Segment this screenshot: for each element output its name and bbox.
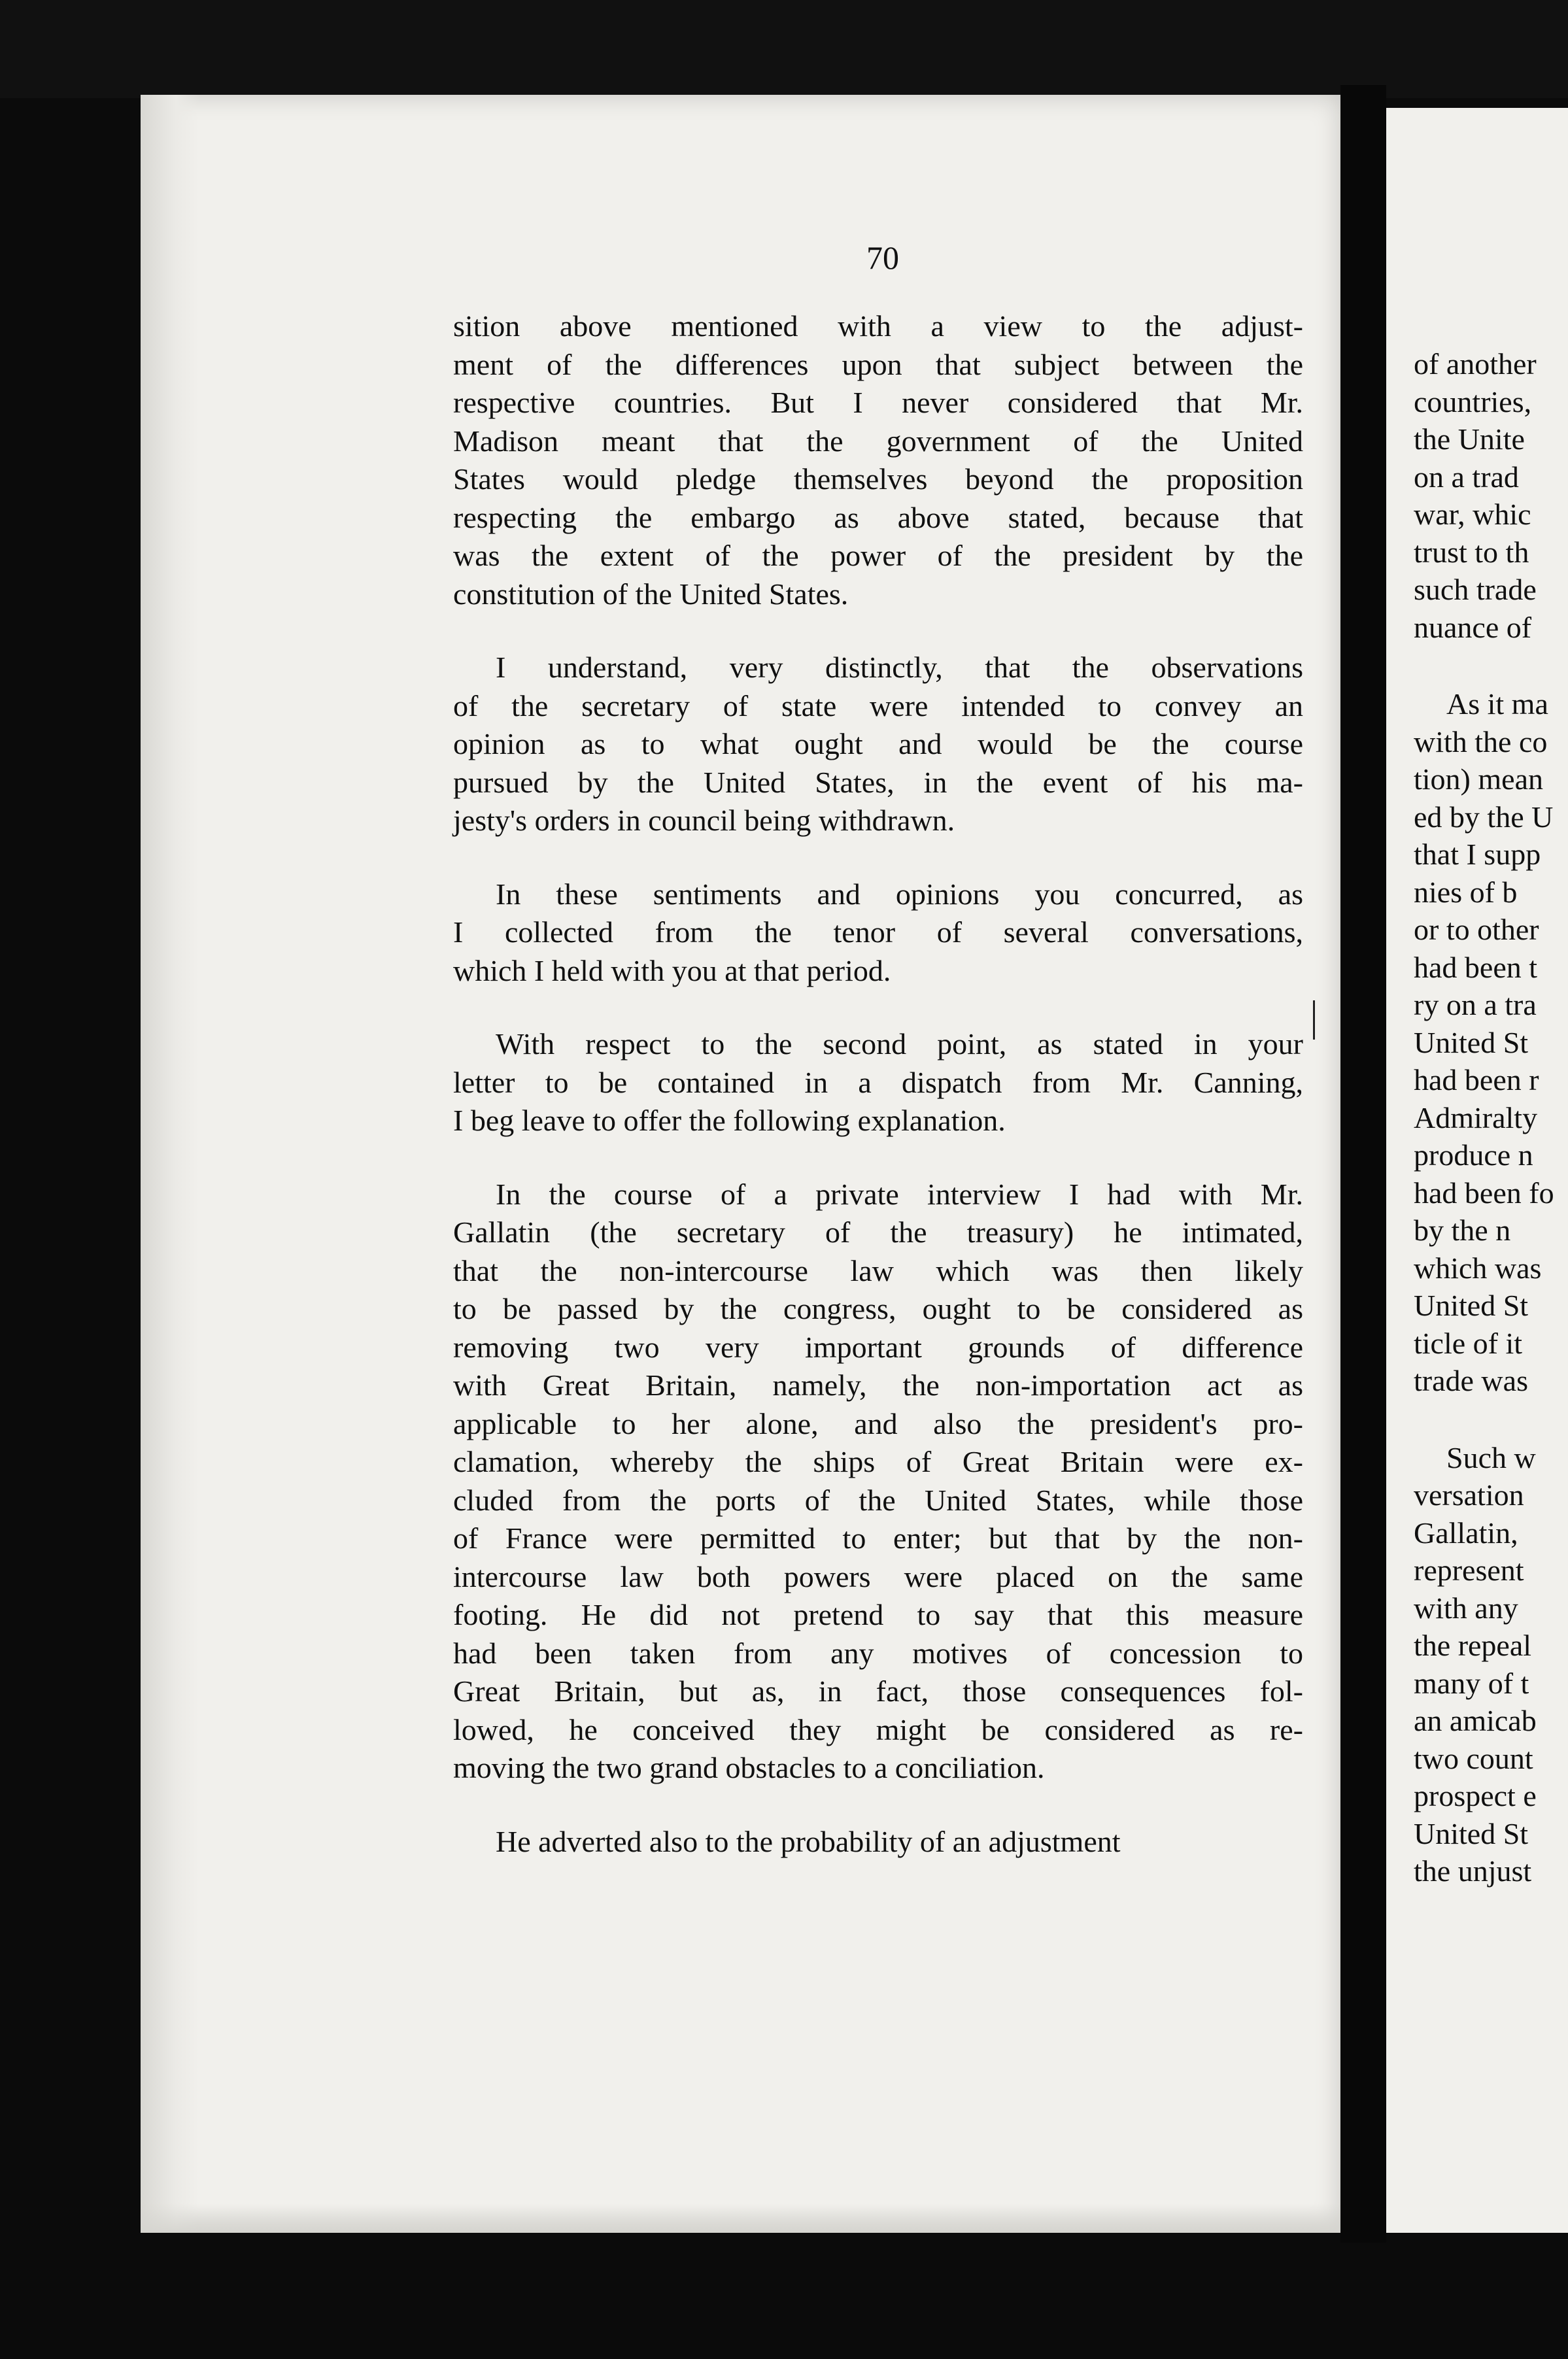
text-line: applicable to her alone, and also the president's pro- <box>453 1406 1303 1440</box>
text-line: He adverted also to the probability of an adjustment <box>496 1824 1121 1858</box>
facing-text-line: many of t <box>1414 1666 1529 1700</box>
text-line: constitution of the United States. <box>453 577 849 611</box>
paragraph <box>453 649 1303 840</box>
facing-text-line: with any <box>1414 1591 1518 1625</box>
facing-text-line: or to other <box>1414 913 1539 946</box>
paragraph <box>453 1176 1303 1788</box>
paragraph-gap <box>1414 646 1568 685</box>
facing-text-line: tion) mean <box>1414 762 1543 796</box>
text-line: had been taken from any motives of concession to <box>453 1636 1303 1670</box>
facing-text-line: represent <box>1414 1553 1524 1587</box>
facing-text-line: prospect e <box>1414 1779 1537 1812</box>
facing-text-line: of another <box>1414 347 1537 381</box>
paragraph-gap <box>1414 1400 1568 1439</box>
paragraph <box>453 1823 1303 1861</box>
text-line: respecting the embargo as above stated, because that <box>453 500 1303 534</box>
facing-text-line: by the n <box>1414 1213 1511 1247</box>
facing-text-line: on a trad <box>1414 460 1519 494</box>
text-line: intercourse law both powers were placed on the same <box>453 1559 1303 1593</box>
facing-text-line: war, whic <box>1414 498 1531 531</box>
text-line: I understand, very distinctly, that the observations <box>496 651 1303 684</box>
text-line: with Great Britain, namely, the non-importation act as <box>453 1368 1303 1402</box>
text-line: clamation, whereby the ships of Great Britain were ex- <box>453 1445 1303 1478</box>
facing-text-line: had been t <box>1414 950 1538 984</box>
facing-text-line: As it ma <box>1446 687 1548 721</box>
left-page-edge <box>141 95 199 2233</box>
facing-page-text <box>1414 345 1568 1890</box>
facing-text-line: had been fo <box>1414 1176 1554 1210</box>
text-line: opinion as to what ought and would be the course <box>453 727 1303 760</box>
facing-text-line: an amicab <box>1414 1704 1537 1737</box>
facing-text-line: Admiralty <box>1414 1100 1538 1134</box>
left-page-bottom-edge <box>141 2203 1340 2233</box>
facing-text-line: the repeal <box>1414 1629 1532 1662</box>
scan-top-border <box>0 0 1568 98</box>
facing-text-line: that I supp <box>1414 838 1541 871</box>
facing-text-line: ticle of it <box>1414 1326 1523 1360</box>
facing-text-line: the Unite <box>1414 422 1525 456</box>
text-line: was the extent of the power of the president by the <box>453 539 1303 572</box>
text-line: States would pledge themselves beyond the proposition <box>453 462 1303 496</box>
facing-text-line: trust to th <box>1414 535 1529 569</box>
text-line: In these sentiments and opinions you concurred, as <box>496 877 1303 911</box>
text-line: Great Britain, but as, in fact, those consequences fol- <box>453 1674 1303 1708</box>
facing-text-line: nies of b <box>1414 875 1518 909</box>
facing-text-line: had been r <box>1414 1063 1539 1096</box>
facing-text-line: with the co <box>1414 724 1548 758</box>
facing-text-line: such trade <box>1414 573 1537 606</box>
facing-text-line: which was <box>1414 1251 1542 1285</box>
text-line: footing. He did not pretend to say that this measure <box>453 1598 1303 1631</box>
facing-text-line: produce n <box>1414 1138 1533 1172</box>
text-line: which I held with you at that period. <box>453 953 891 987</box>
facing-text-line: trade was <box>1414 1364 1528 1397</box>
margin-pencil-mark <box>1313 1000 1315 1040</box>
paragraph <box>453 1025 1303 1140</box>
text-line: of France were permitted to enter; but that by the non- <box>453 1521 1303 1555</box>
facing-text-line: ed by the U <box>1414 800 1554 834</box>
text-line: cluded from the ports of the United States, while those <box>453 1483 1303 1517</box>
text-line: In the course of a private interview I had with Mr. <box>496 1177 1303 1211</box>
text-line: respective countries. But I never considered that Mr. <box>453 386 1303 419</box>
text-line: removing two very important grounds of difference <box>453 1330 1303 1364</box>
facing-text-line: countries, <box>1414 384 1532 418</box>
text-line: ment of the differences upon that subject between the <box>453 347 1303 381</box>
facing-text-line: ry on a tra <box>1414 988 1537 1021</box>
text-line: moving the two grand obstacles to a conciliation. <box>453 1751 1045 1784</box>
book-gutter <box>1340 85 1386 2243</box>
text-line: that the non-intercourse law which was then likely <box>453 1253 1303 1287</box>
text-line: jesty's orders in council being withdrawn. <box>453 804 955 837</box>
text-line: Madison meant that the government of the United <box>453 424 1303 458</box>
text-line: I collected from the tenor of several conversations, <box>453 915 1303 949</box>
text-line: sition above mentioned with a view to the adjust- <box>453 309 1303 343</box>
facing-text-line: United St <box>1414 1816 1529 1850</box>
facing-text-line: the unjust <box>1414 1854 1532 1888</box>
facing-text-line: versation <box>1414 1478 1524 1512</box>
text-line: With respect to the second point, as stated in your <box>496 1027 1303 1061</box>
facing-text-line: two count <box>1414 1741 1533 1775</box>
facing-text-line: Gallatin, <box>1414 1516 1518 1550</box>
paragraph <box>453 875 1303 991</box>
facing-text-line: United St <box>1414 1025 1529 1059</box>
paragraph <box>453 307 1303 613</box>
text-line: I beg leave to offer the following explanation. <box>453 1104 1006 1137</box>
page-number: 70 <box>866 239 899 276</box>
text-line: letter to be contained in a dispatch from Mr. Canning, <box>453 1065 1303 1099</box>
text-line: Gallatin (the secretary of the treasury) he intimated, <box>453 1215 1303 1249</box>
facing-text-line: Such w <box>1446 1440 1536 1474</box>
facing-text-line: nuance of <box>1414 610 1532 644</box>
text-line: to be passed by the congress, ought to be considered as <box>453 1292 1303 1325</box>
text-line: lowed, he conceived they might be considered as re- <box>453 1712 1303 1746</box>
page-body-text <box>453 307 1303 1896</box>
text-line: of the secretary of state were intended to convey an <box>453 688 1303 722</box>
text-line: pursued by the United States, in the event of his ma- <box>453 765 1303 799</box>
facing-text-line: United St <box>1414 1289 1529 1322</box>
